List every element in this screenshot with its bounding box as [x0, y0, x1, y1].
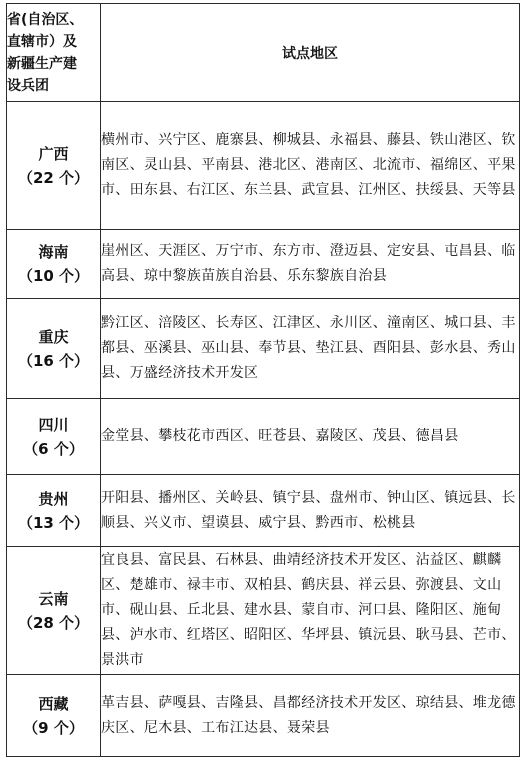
province-name: 四川	[38, 415, 69, 434]
areas-cell: 金堂县、攀枝花市西区、旺苍县、嘉陵区、茂县、德昌县	[101, 399, 520, 475]
pilot-areas-table	[6, 3, 520, 757]
province-count: （6 个）	[23, 439, 84, 458]
header-province-line: 省(自治区、	[7, 11, 84, 28]
table-row	[7, 399, 520, 475]
province-name: 云南	[38, 589, 69, 608]
province-cell	[7, 102, 101, 230]
table-header-row	[7, 4, 520, 102]
table-row	[7, 475, 520, 547]
province-cell	[7, 230, 101, 299]
province-count: （22 个）	[17, 168, 90, 187]
areas-cell: 革吉县、萨嘎县、吉隆县、昌都经济技术开发区、琼结县、堆龙德庆区、尼木县、工布江达县、聂荣县	[101, 675, 520, 757]
header-province-line: 新疆生产建	[7, 55, 77, 72]
table-row	[7, 675, 520, 757]
province-cell	[7, 475, 101, 547]
province-count: （28 个）	[17, 613, 90, 632]
province-cell	[7, 399, 101, 475]
province-count: （10 个）	[17, 267, 90, 285]
province-name: 海南	[38, 243, 69, 261]
areas-cell: 横州市、兴宁区、鹿寨县、柳城县、永福县、藤县、铁山港区、钦南区、灵山县、平南县、港北区、港南区、北流市、福绵区、平果市、田东县、右江区、东兰县、武宣县、江州区、扶绥县、天等县	[101, 102, 520, 230]
header-province-line: 设兵团	[7, 77, 49, 94]
province-name: 广西	[38, 144, 69, 163]
table-row	[7, 299, 520, 399]
province-count: （16 个）	[17, 351, 90, 370]
areas-cell: 宜良县、富民县、石林县、曲靖经济技术开发区、沾益区、麒麟区、楚雄市、禄丰市、双柏县、鹤庆县、祥云县、弥渡县、文山市、砚山县、丘北县、建水县、蒙自市、河口县、隆阳区、施甸县、泸水市、红塔区、昭阳区、华坪县、镇沅县、耿马县、芒市、景洪市	[101, 547, 520, 675]
province-cell	[7, 299, 101, 399]
table-row	[7, 230, 520, 299]
province-cell	[7, 675, 101, 757]
header-province-line: 直辖市）及	[7, 33, 77, 50]
areas-cell: 崖州区、天涯区、万宁市、东方市、澄迈县、定安县、屯昌县、临高县、琼中黎族苗族自治县、乐东黎族自治县	[101, 230, 520, 299]
areas-cell: 开阳县、播州区、关岭县、镇宁县、盘州市、钟山区、镇远县、长顺县、兴义市、望谟县、威宁县、黔西市、松桃县	[101, 475, 520, 547]
province-name: 西藏	[38, 694, 69, 713]
province-count: （9 个）	[23, 718, 84, 737]
header-areas-cell: 试点地区	[101, 4, 520, 102]
table-row	[7, 547, 520, 675]
province-cell	[7, 547, 101, 675]
province-count: （13 个）	[17, 513, 90, 532]
province-name: 重庆	[38, 327, 69, 346]
header-province-cell	[7, 4, 101, 102]
areas-cell: 黔江区、涪陵区、长寿区、江津区、永川区、潼南区、城口县、丰都县、巫溪县、巫山县、奉节县、垫江县、酉阳县、彭水县、秀山县、万盛经济技术开发区	[101, 299, 520, 399]
table-row	[7, 102, 520, 230]
province-name: 贵州	[38, 489, 69, 508]
